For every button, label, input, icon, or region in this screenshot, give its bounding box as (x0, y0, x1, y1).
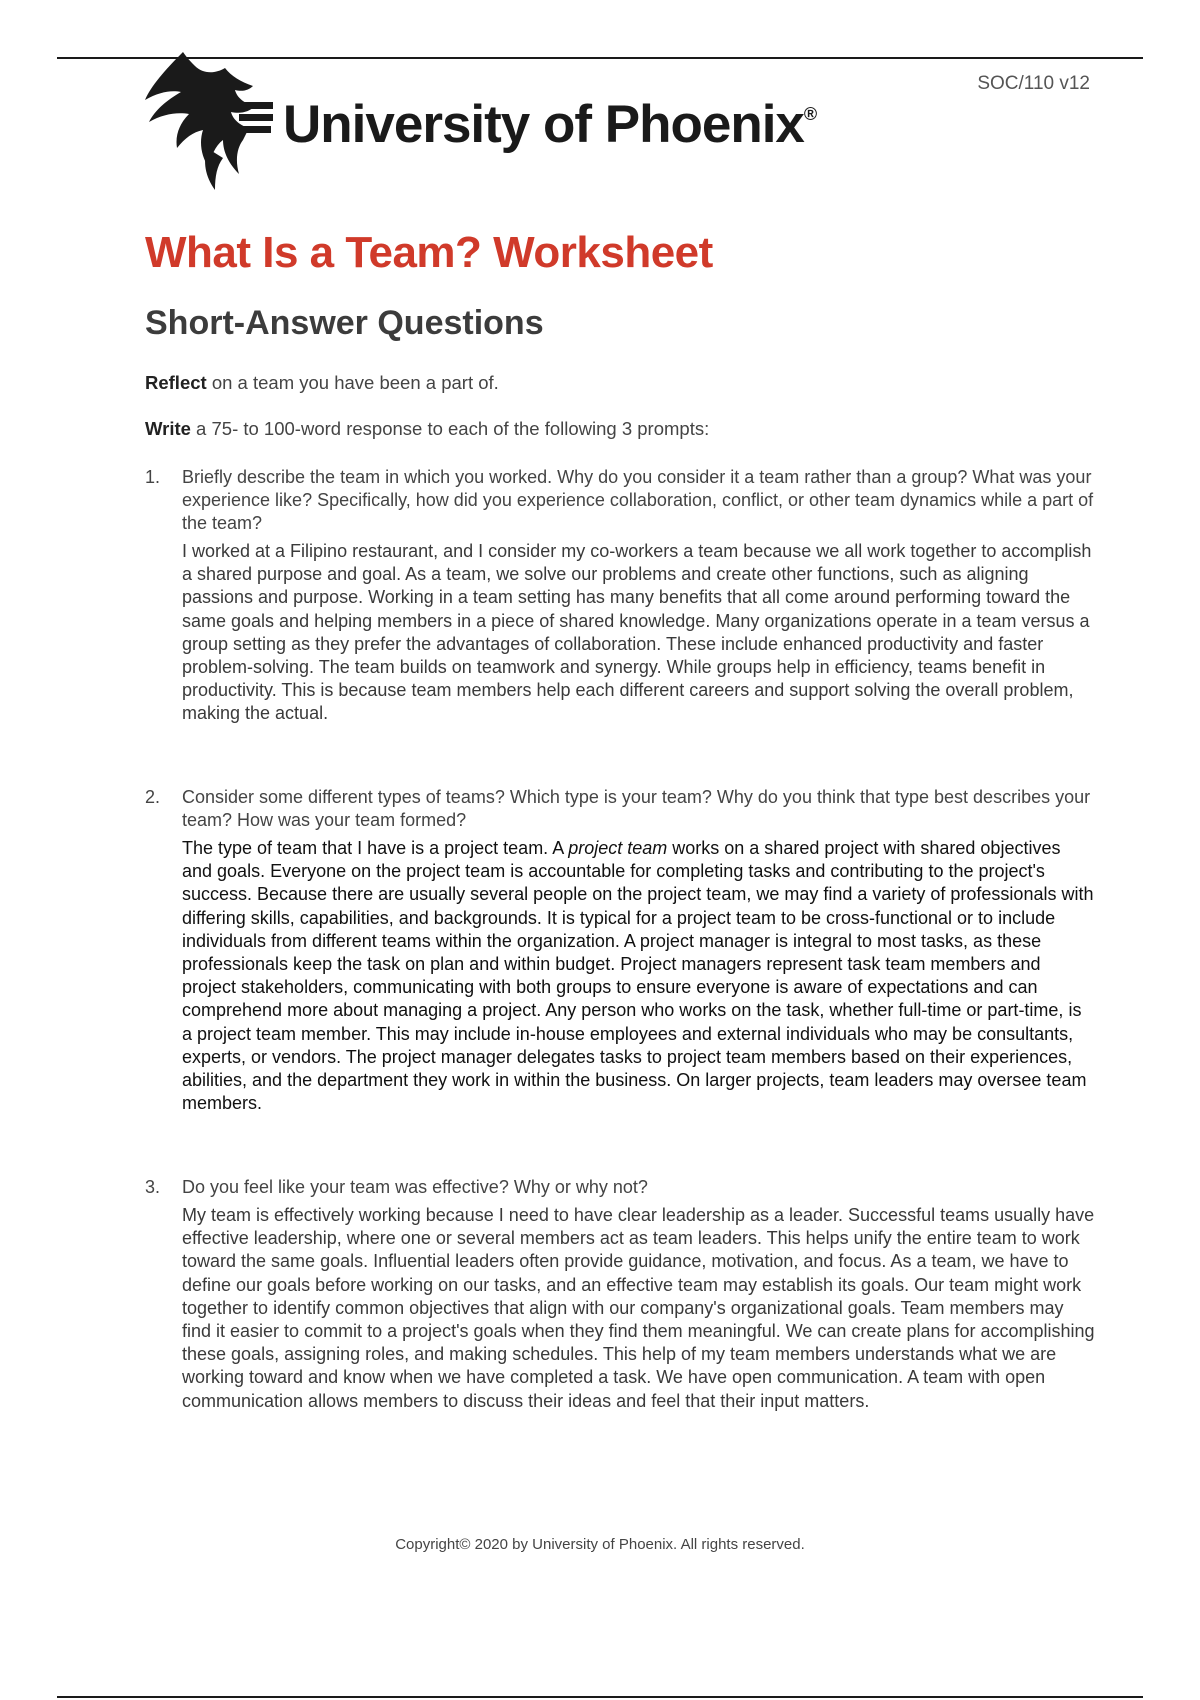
instruction-reflect (145, 372, 499, 394)
phoenix-bird-icon (145, 52, 275, 192)
question-number: 2. (145, 787, 161, 807)
question-number: 1. (145, 467, 161, 487)
question-answer (182, 837, 1095, 1115)
logo-text: University of Phoenix (283, 95, 804, 154)
logo-wordmark (283, 94, 816, 155)
course-code: SOC/110 v12 (977, 73, 1090, 94)
instruction-text: a 75- to 100-word response to each of the following 3 prompts: (190, 418, 710, 439)
answer-text-start: The type of team that I have is a project team. A (182, 838, 569, 858)
question-answer: My team is effectively working because I need to have clear leadership as a leader. Successful teams usually have effective leadership, where one or several members act as team leaders. This helps unify the entire team to work toward the same goals. Influential leaders often provide guidance, motivation, and focus. As a team, we have to define our goals before working on our tasks, and an effective team may establish its goals. Our team might work together to identify common objectives that align with our company's organizational goals. Team members may find it easier to commit to a project's goals when they find them meaningful. We can create plans for accomplishing these goals, assigning roles, and making schedules. This help of my team members understands what we are working toward and know when we have completed a task. We have open communication. A team with open communication allows members to discuss their ideas and feel that their input matters. (182, 1205, 1095, 1411)
question-1 (145, 466, 1095, 726)
instruction-keyword: Reflect (145, 372, 207, 393)
page-title: What Is a Team? Worksheet (145, 228, 713, 277)
bottom-rule (57, 1696, 1143, 1698)
university-logo (145, 52, 817, 192)
question-answer: I worked at a Filipino restaurant, and I consider my co-workers a team because we all work together to accomplish a shared purpose and goal. As a team, we solve our problems and create other functions, such as aligning passions and purpose. Working in a team setting has many benefits that all come around performing toward the same goals and helping members in a piece of shared knowledge. Many organizations operate in a team versus a group setting as they prefer the advantages of collaboration. These include enhanced productivity and faster problem-solving. The team builds on teamwork and synergy. While groups help in efficiency, teams benefit in productivity. This is because team members help each different careers and support solving the overall problem, making the actual. (182, 541, 1092, 724)
copyright-footer: Copyright© 2020 by University of Phoenix. All rights reserved. (395, 1536, 805, 1553)
question-prompt: Do you feel like your team was effective? Why or why not? (182, 1177, 648, 1197)
question-prompt: Briefly describe the team in which you worked. Why do you consider it a team rather than a group? What was your experience like? Specifically, how did you experience collaboration, conflict, or other team dynamics while a part of the team? (182, 467, 1094, 533)
question-2 (145, 786, 1095, 1115)
answer-text-rest: works on a shared project with shared objectives and goals. Everyone on the project team is accountable for completing tasks and contributing to the project's success. Because there are usually several people on the project team, we may find a variety of professionals with differing skills, capabilities, and backgrounds. It is typical for a project team to be cross-functional or to include individuals from different teams within the organization. A project manager is integral to most tasks, as these professionals keep the task on plan and within budget. Project managers represent task team members and project stakeholders, communicating with both groups to ensure everyone is aware of expectations and can comprehend more about managing a project. Any person who works on the task, whether full-time or part-time, is a project team member. This may include in-house employees and external individuals who may be consultants, experts, or vendors. The project manager delegates tasks to project team members based on their experiences, abilities, and the department they work in within the business. On larger projects, team leaders may oversee team members. (182, 838, 1094, 1114)
question-3 (145, 1176, 1095, 1413)
instruction-keyword: Write (145, 418, 191, 439)
question-prompt: Consider some different types of teams? Which type is your team? Why do you think that type best describes your team? How was your team formed? (182, 787, 1091, 830)
instruction-write (145, 418, 709, 440)
instruction-text: on a team you have been a part of. (206, 372, 499, 393)
answer-italic-term: project team (568, 838, 668, 858)
registered-mark: ® (803, 104, 817, 124)
section-subtitle: Short-Answer Questions (145, 304, 544, 342)
question-number: 3. (145, 1177, 161, 1197)
